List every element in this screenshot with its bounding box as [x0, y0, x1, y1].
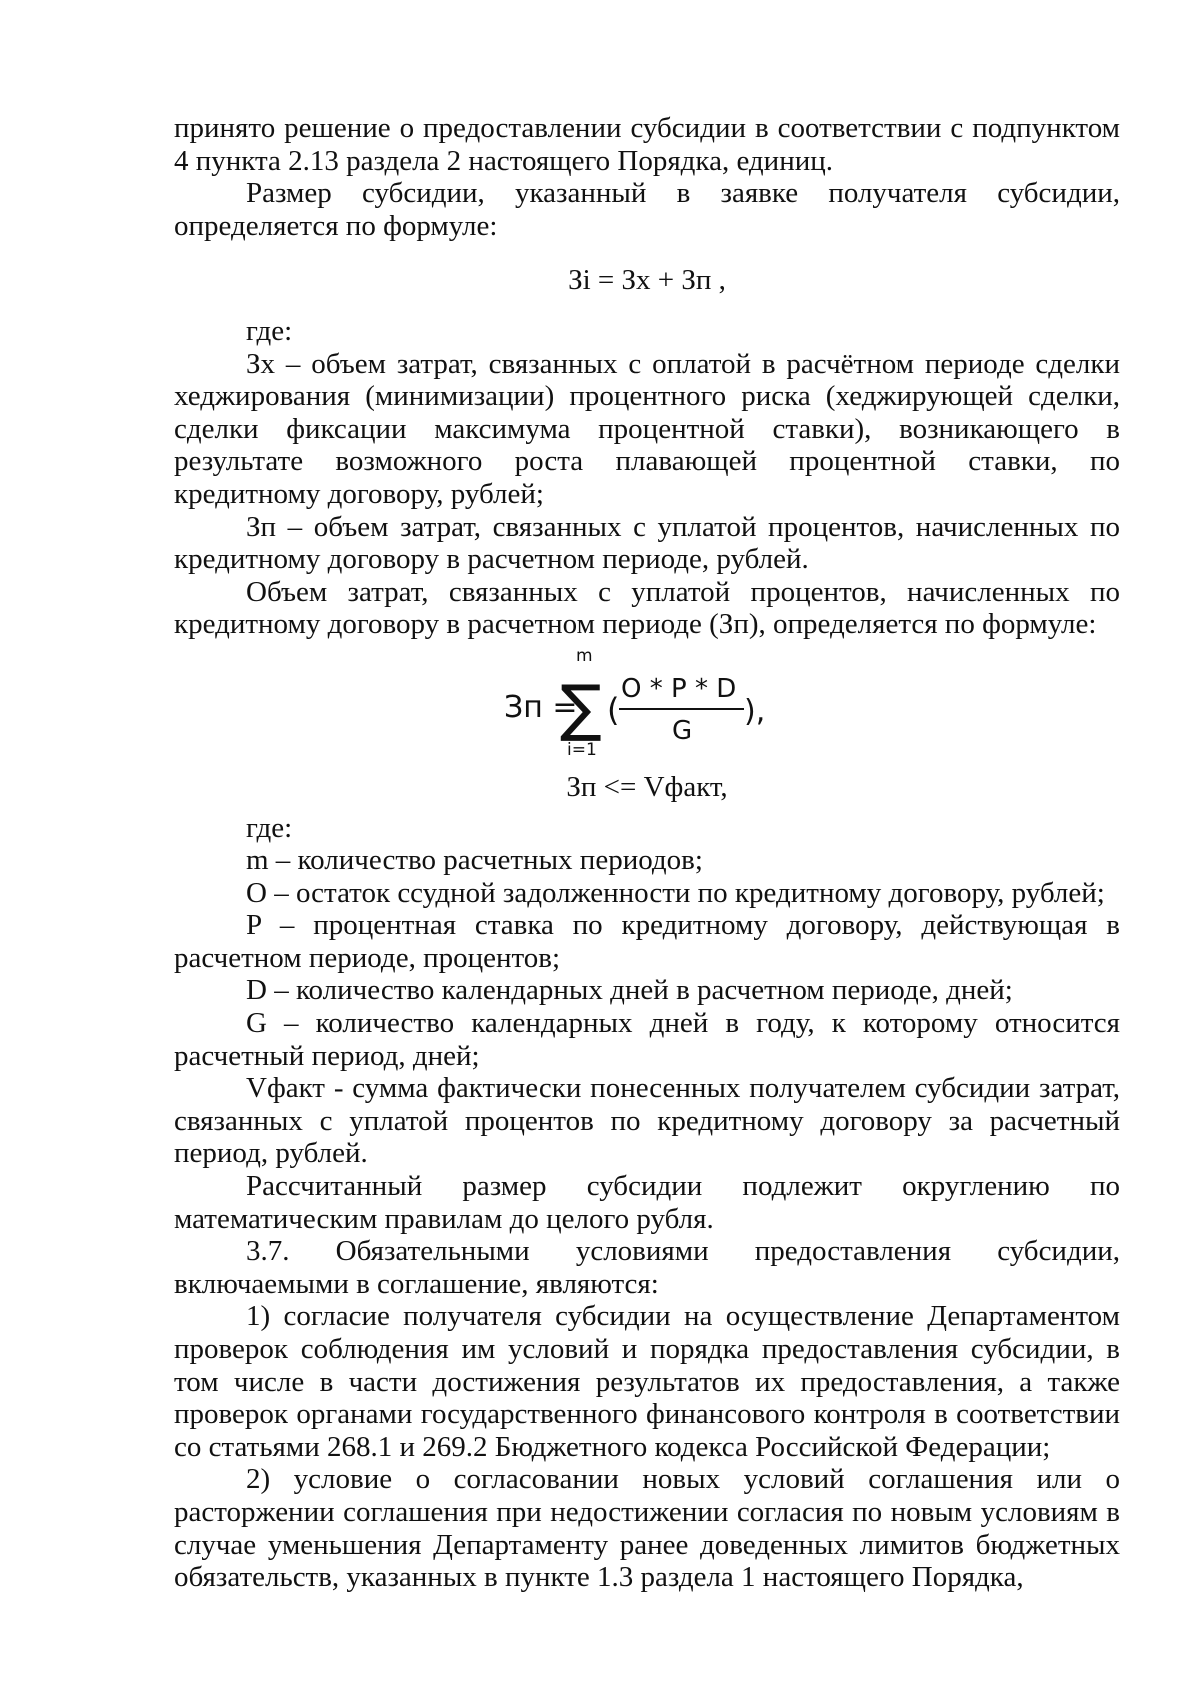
formula-subsidy-size: Зi = Зх + Зп ,: [568, 264, 726, 297]
definition-m: m – количество расчетных периодов;: [246, 844, 703, 877]
definition-d: D – количество календарных дней в расчетном периоде, дней;: [246, 974, 1013, 1007]
paragraph: принято решение о предоставлении субсидии в соответствии с подпунктом 4 пункта 2.13 раздела 2 настоящего Порядка, единиц.: [174, 112, 1120, 177]
fraction-denominator: G: [672, 715, 693, 746]
definition-zp: Зп – объем затрат, связанных с уплатой процентов, начисленных по кредитному договору в расчетном периоде, рублей.: [174, 510, 1120, 576]
paragraph: Объем затрат, связанных с уплатой процентов, начисленных по кредитному договору в расчетном периоде (Зп), определяется по формуле:: [174, 575, 1120, 641]
condition-2: 2) условие о согласовании новых условий соглашения или о расторжении соглашения при недостижении согласия по новым условиям в случае уменьшения Департаменту ранее доведенных лимитов бюджетных обязательств, указанных в пункте 1.3 раздела 1 настоящего Порядка,: [174, 1463, 1120, 1594]
definition-g: G – количество календарных дней в году, к которому относится расчетный период, дней;: [174, 1007, 1120, 1072]
formula-lhs: Зп =: [504, 689, 578, 725]
definition-vfakt: Vфакт - сумма фактически понесенных получателем субсидии затрат, связанных с уплатой процентов по кредитному договору за расчетный период, рублей.: [174, 1072, 1120, 1170]
paragraph: Размер субсидии, указанный в заявке получателя субсидии, определяется по формуле:: [174, 177, 1120, 242]
document-body: [174, 112, 1120, 1594]
sum-lower-limit: i=1: [567, 739, 597, 760]
close-paren: ),: [744, 693, 766, 729]
formula-limit: Зп <= Vфакт,: [566, 770, 728, 803]
sum-upper-limit: m: [576, 646, 593, 666]
definition-o: О – остаток ссудной задолженности по кредитному договору, рублей;: [246, 876, 1105, 909]
sum-formula: [504, 647, 824, 765]
definition-zx: Зх – объем затрат, связанных с оплатой в расчётном периоде сделки хеджирования (минимизации) процентного риска (хеджирующей сделки, сделки фиксации максимума процентной ставки), возникающего в результате возможного роста плавающей процентной ставки, по кредитному договору, рублей;: [174, 347, 1120, 510]
paragraph-where: где:: [246, 314, 293, 347]
paragraph-rounding: Рассчитанный размер субсидии подлежит округлению по математическим правилам до целого рубля.: [174, 1170, 1120, 1235]
open-paren: (: [607, 690, 620, 729]
fraction-numerator: O * P * D: [621, 673, 737, 704]
sigma-symbol: ∑: [560, 670, 602, 744]
section-3-7: 3.7. Обязательными условиями предоставления субсидии, включаемыми в соглашение, являются:: [174, 1235, 1120, 1300]
paragraph-where: где:: [246, 811, 293, 844]
definition-p: P – процентная ставка по кредитному договору, действующая в расчетном периоде, процентов;: [174, 909, 1120, 974]
condition-1: 1) согласие получателя субсидии на осуществление Департаментом проверок соблюдения им условий и порядка предоставления субсидии, в том числе в части достижения результатов их предоставления, а также проверок органами государственного финансового контроля в соответствии со статьями 268.1 и 269.2 Бюджетного кодекса Российской Федерации;: [174, 1300, 1120, 1463]
